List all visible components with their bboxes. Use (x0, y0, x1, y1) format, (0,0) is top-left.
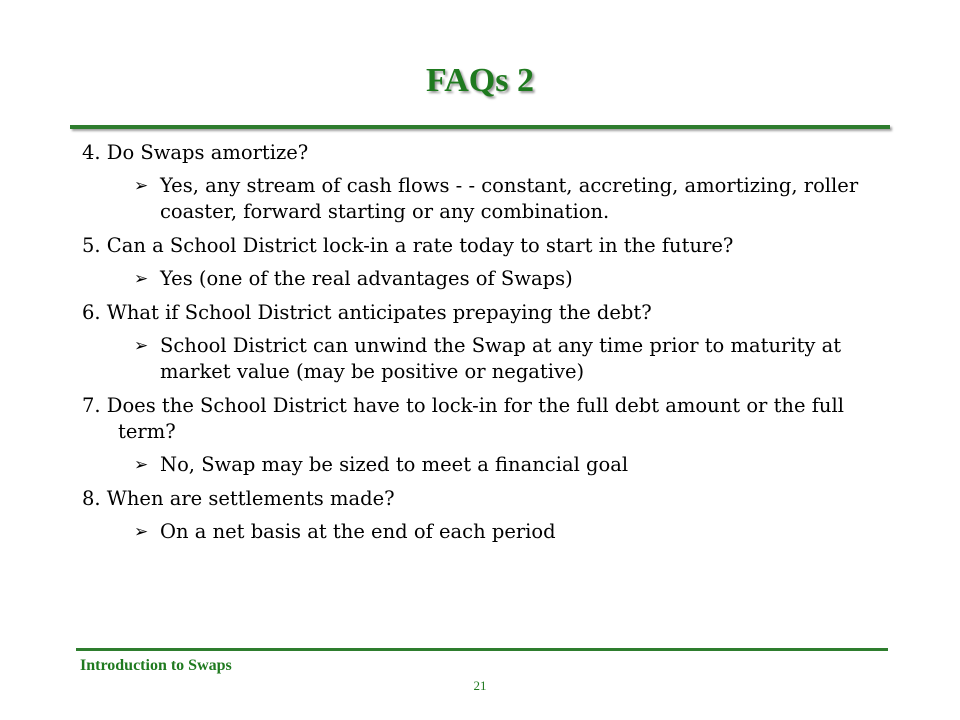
arrow-bullet-icon: ➢ (134, 176, 149, 196)
faq-answer-8 (82, 519, 882, 545)
faq-answer-5 (82, 266, 882, 292)
faq-question-4: 4. Do Swaps amortize? (82, 141, 309, 164)
page-number: 21 (473, 678, 487, 693)
arrow-bullet-icon: ➢ (134, 269, 149, 289)
faq-answer-6 (82, 333, 882, 385)
faq-answer-text: School District can unwind the Swap at any time prior to maturity at market value (may be positive or negative) (160, 334, 842, 383)
faq-question-7: 7. Does the School District have to lock-in for the full debt amount or the full term? (82, 394, 844, 443)
faq-answer-text: On a net basis at the end of each period (160, 520, 556, 543)
slide-title: FAQs 2 (426, 62, 534, 99)
arrow-bullet-icon: ➢ (134, 455, 149, 475)
faq-question-6: 6. What if School District anticipates prepaying the debt? (82, 301, 652, 324)
faq-question-5: 5. Can a School District lock-in a rate today to start in the future? (82, 234, 734, 257)
faq-answer-7 (82, 452, 882, 478)
arrow-bullet-icon: ➢ (134, 522, 149, 542)
faq-answer-text: Yes (one of the real advantages of Swaps) (160, 267, 573, 290)
faq-answer-4 (82, 173, 882, 225)
footer-label: Introduction to Swaps (80, 657, 232, 674)
footer-divider (76, 648, 888, 651)
faq-answer-text: Yes, any stream of cash flows - - constant, accreting, amortizing, roller coaster, forward starting or any combination. (160, 174, 859, 223)
faq-answer-text: No, Swap may be sized to meet a financial goal (160, 453, 629, 476)
title-divider (70, 125, 890, 129)
arrow-bullet-icon: ➢ (134, 336, 149, 356)
faq-list (82, 140, 882, 553)
faq-question-8: 8. When are settlements made? (82, 487, 395, 510)
